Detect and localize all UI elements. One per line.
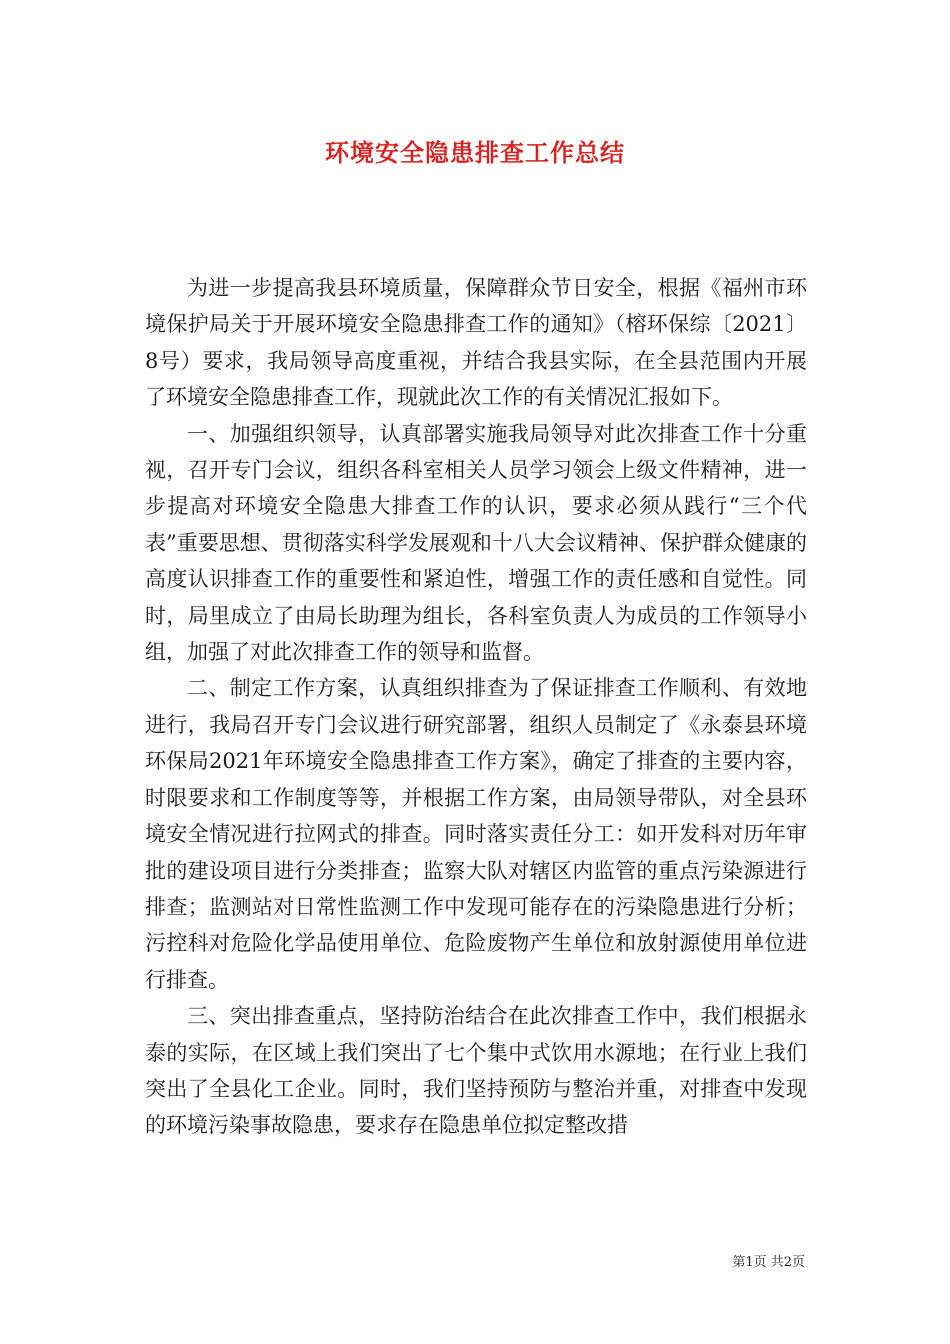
document-title: 环境安全隐患排查工作总结 bbox=[325, 139, 625, 167]
paragraph-section-1: 一、加强组织领导，认真部署实施我局领导对此次排查工作十分重视，召开专门会议，组织各科室相关人员学习领会上级文件精神，进一步提高对环境安全隐患大排查工作的认识，要求必须从践行“三个代表”重要思想、贯彻落实科学发展观和十八大会议精神、保护群众健康的高度认识排查工作的重要性和紧迫性，增强工作的责任感和自觉性。同时，局里成立了由局长助理为组长，各科室负责人为成员的工作领导小组，加强了对此次排查工作的领导和监督。 bbox=[145, 421, 807, 665]
paragraph-section-3: 三、突出排查重点，坚持防治结合在此次排查工作中，我们根据永泰的实际，在区域上我们突出了七个集中式饮用水源地；在行业上我们突出了全县化工企业。同时，我们坚持预防与整治并重，对排查中发现的环境污染事故隐患，要求存在隐患单位拟定整改措 bbox=[145, 1004, 807, 1138]
paragraph-intro: 为进一步提高我县环境质量，保障群众节日安全，根据《福州市环境保护局关于开展环境安全隐患排查工作的通知》（榕环保综〔2021〕8号）要求，我局领导高度重视，并结合我县实际，在全县范围内开展了环境安全隐患排查工作，现就此次工作的有关情况汇报如下。 bbox=[145, 276, 807, 410]
page-number: 第1页 共2页 bbox=[732, 1255, 805, 1270]
paragraph-section-2: 二、制定工作方案，认真组织排查为了保证排查工作顺利、有效地进行，我局召开专门会议进行研究部署，组织人员制定了《永泰县环境环保局2021年环境安全隐患排查工作方案》，确定了排查的主要内容，时限要求和工作制度等等，并根据工作方案，由局领导带队，对全县环境安全情况进行拉网式的排查。同时落实责任分工：如开发科对历年审批的建设项目进行分类排查；监察大队对辖区内监管的重点污染源进行排查；监测站对日常性监测工作中发现可能存在的污染隐患进行分析；污控科对危险化学品使用单位、危险废物产生单位和放射源使用单位进行排查。 bbox=[145, 676, 807, 992]
document-body bbox=[145, 270, 807, 1144]
